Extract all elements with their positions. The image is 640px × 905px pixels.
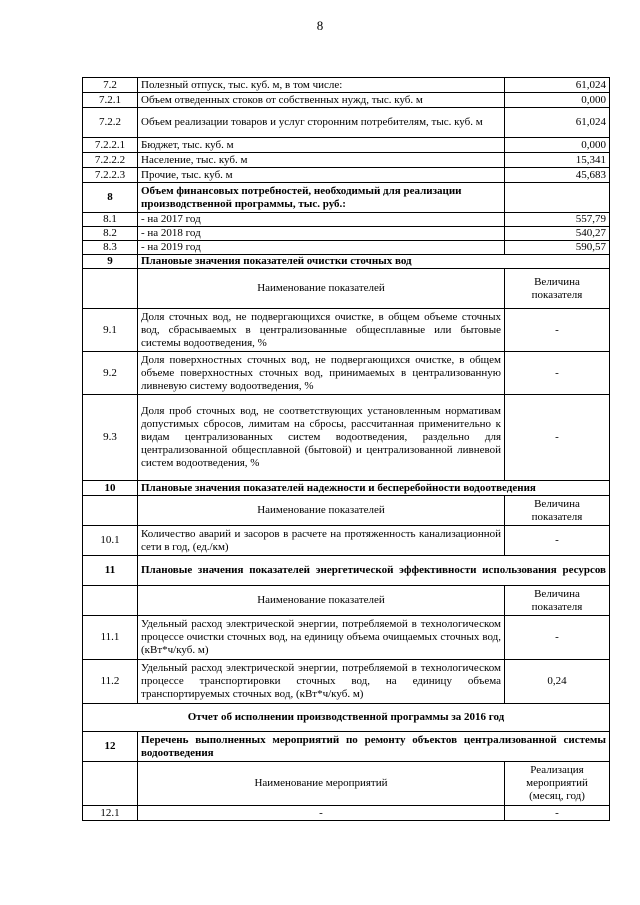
column-header-row bbox=[83, 586, 610, 616]
table-row bbox=[83, 108, 610, 138]
row-value: - bbox=[505, 395, 610, 481]
row-label: Объем реализации товаров и услуг сторонним потребителям, тыс. куб. м bbox=[138, 108, 505, 138]
row-number: 8.2 bbox=[83, 227, 138, 241]
row-label: Прочие, тыс. куб. м bbox=[138, 168, 505, 183]
row-value: - bbox=[505, 616, 610, 660]
table-row bbox=[83, 227, 610, 241]
table-row bbox=[83, 241, 610, 255]
column-header-value: Величина показателя bbox=[505, 586, 610, 616]
row-number: 7.2.2.2 bbox=[83, 153, 138, 168]
table-row bbox=[83, 660, 610, 704]
row-value: 0,000 bbox=[505, 93, 610, 108]
row-number: 8.1 bbox=[83, 213, 138, 227]
row-number: 11.2 bbox=[83, 660, 138, 704]
row-value: 590,57 bbox=[505, 241, 610, 255]
table-row bbox=[83, 806, 610, 821]
row-label: Доля проб сточных вод, не соответствующих установленным нормативам допустимых сбросов, лимитам на сбросы, рассчитанная применительно к видам централизованных систем водоотведения, раздельно для централизованной общесплавной (бытовой) и централизованной ливневой систем водоотведения, % bbox=[138, 395, 505, 481]
section-title: Плановые значения показателей энергетической эффективности использования ресурсов bbox=[138, 556, 610, 586]
row-label: Количество аварий и засоров в расчете на протяженность канализационной сети в год, (ед./км) bbox=[138, 526, 505, 556]
row-value: 45,683 bbox=[505, 168, 610, 183]
table-row bbox=[83, 93, 610, 108]
section-number: 12 bbox=[83, 732, 138, 762]
row-label: Удельный расход электрической энергии, потребляемой в технологическом процессе очистки сточных вод, на единицу объема очищаемых сточных вод, (кВт*ч/куб. м) bbox=[138, 616, 505, 660]
column-header-name: Наименование мероприятий bbox=[138, 762, 505, 806]
table-row bbox=[83, 138, 610, 153]
table-row bbox=[83, 395, 610, 481]
row-value: 61,024 bbox=[505, 108, 610, 138]
section-title: Объем финансовых потребностей, необходимый для реализации производственной программы, тыс. руб.: bbox=[138, 183, 505, 213]
row-number: 9.3 bbox=[83, 395, 138, 481]
section-number: 11 bbox=[83, 556, 138, 586]
row-number: 7.2.2.3 bbox=[83, 168, 138, 183]
row-label: Объем отведенных стоков от собственных нужд, тыс. куб. м bbox=[138, 93, 505, 108]
row-number: 10.1 bbox=[83, 526, 138, 556]
table-row bbox=[83, 616, 610, 660]
row-label: Доля сточных вод, не подвергающихся очистке, в общем объеме сточных вод, сбрасываемых в централизованные общесплавные или бытовые системы водоотведения, % bbox=[138, 309, 505, 352]
table-row bbox=[83, 168, 610, 183]
section-title: Плановые значения показателей очистки сточных вод bbox=[138, 255, 610, 269]
row-number: 8.3 bbox=[83, 241, 138, 255]
row-value: - bbox=[505, 352, 610, 395]
row-value: 557,79 bbox=[505, 213, 610, 227]
section-number: 8 bbox=[83, 183, 138, 213]
column-header-value: Величина показателя bbox=[505, 496, 610, 526]
column-header-row bbox=[83, 762, 610, 806]
column-header-name: Наименование показателей bbox=[138, 586, 505, 616]
report-title-row bbox=[83, 704, 610, 732]
row-label: - на 2017 год bbox=[138, 213, 505, 227]
section-9-header bbox=[83, 255, 610, 269]
table-row bbox=[83, 352, 610, 395]
row-value: 15,341 bbox=[505, 153, 610, 168]
row-number: 7.2.1 bbox=[83, 93, 138, 108]
section-title: Перечень выполненных мероприятий по ремонту объектов централизованной системы водоотведения bbox=[138, 732, 610, 762]
column-header-value: Величина показателя bbox=[505, 269, 610, 309]
row-number: 11.1 bbox=[83, 616, 138, 660]
section-12-header bbox=[83, 732, 610, 762]
row-number: 9.1 bbox=[83, 309, 138, 352]
row-value: 0,000 bbox=[505, 138, 610, 153]
section-title: Плановые значения показателей надежности и бесперебойности водоотведения bbox=[138, 481, 610, 496]
row-label: Население, тыс. куб. м bbox=[138, 153, 505, 168]
row-value: 61,024 bbox=[505, 78, 610, 93]
row-number: 9.2 bbox=[83, 352, 138, 395]
row-value: - bbox=[505, 526, 610, 556]
row-label: Удельный расход электрической энергии, потребляемой в технологическом процессе транспортировки сточных вод, на единицу объема транспортируемых сточных вод, (кВт*ч/куб. м) bbox=[138, 660, 505, 704]
table-row bbox=[83, 153, 610, 168]
table-row bbox=[83, 213, 610, 227]
row-value: - bbox=[505, 806, 610, 821]
row-value: - bbox=[505, 309, 610, 352]
section-number: 9 bbox=[83, 255, 138, 269]
column-header-name: Наименование показателей bbox=[138, 269, 505, 309]
section-11-header bbox=[83, 556, 610, 586]
program-table bbox=[82, 77, 610, 821]
table-row bbox=[83, 309, 610, 352]
row-number: 7.2.2.1 bbox=[83, 138, 138, 153]
row-label: Бюджет, тыс. куб. м bbox=[138, 138, 505, 153]
row-label: - bbox=[138, 806, 505, 821]
column-header-row bbox=[83, 269, 610, 309]
row-label: - на 2019 год bbox=[138, 241, 505, 255]
row-label: Полезный отпуск, тыс. куб. м, в том числе: bbox=[138, 78, 505, 93]
row-label: - на 2018 год bbox=[138, 227, 505, 241]
row-number: 12.1 bbox=[83, 806, 138, 821]
column-header-row bbox=[83, 496, 610, 526]
column-header-name: Наименование показателей bbox=[138, 496, 505, 526]
section-8-header bbox=[83, 183, 610, 213]
row-value: 540,27 bbox=[505, 227, 610, 241]
row-number: 7.2 bbox=[83, 78, 138, 93]
row-value: 0,24 bbox=[505, 660, 610, 704]
column-header-value: Реализация мероприятий (месяц, год) bbox=[505, 762, 610, 806]
section-number: 10 bbox=[83, 481, 138, 496]
row-label: Доля поверхностных сточных вод, не подвергающихся очистке, в общем объеме поверхностных сточных вод, принимаемых в централизованную ливневую систему водоотведения, % bbox=[138, 352, 505, 395]
table-row bbox=[83, 78, 610, 93]
page-number: 8 bbox=[316, 18, 324, 33]
section-10-header bbox=[83, 481, 610, 496]
table-row bbox=[83, 526, 610, 556]
row-number: 7.2.2 bbox=[83, 108, 138, 138]
report-title: Отчет об исполнении производственной программы за 2016 год bbox=[83, 704, 610, 732]
